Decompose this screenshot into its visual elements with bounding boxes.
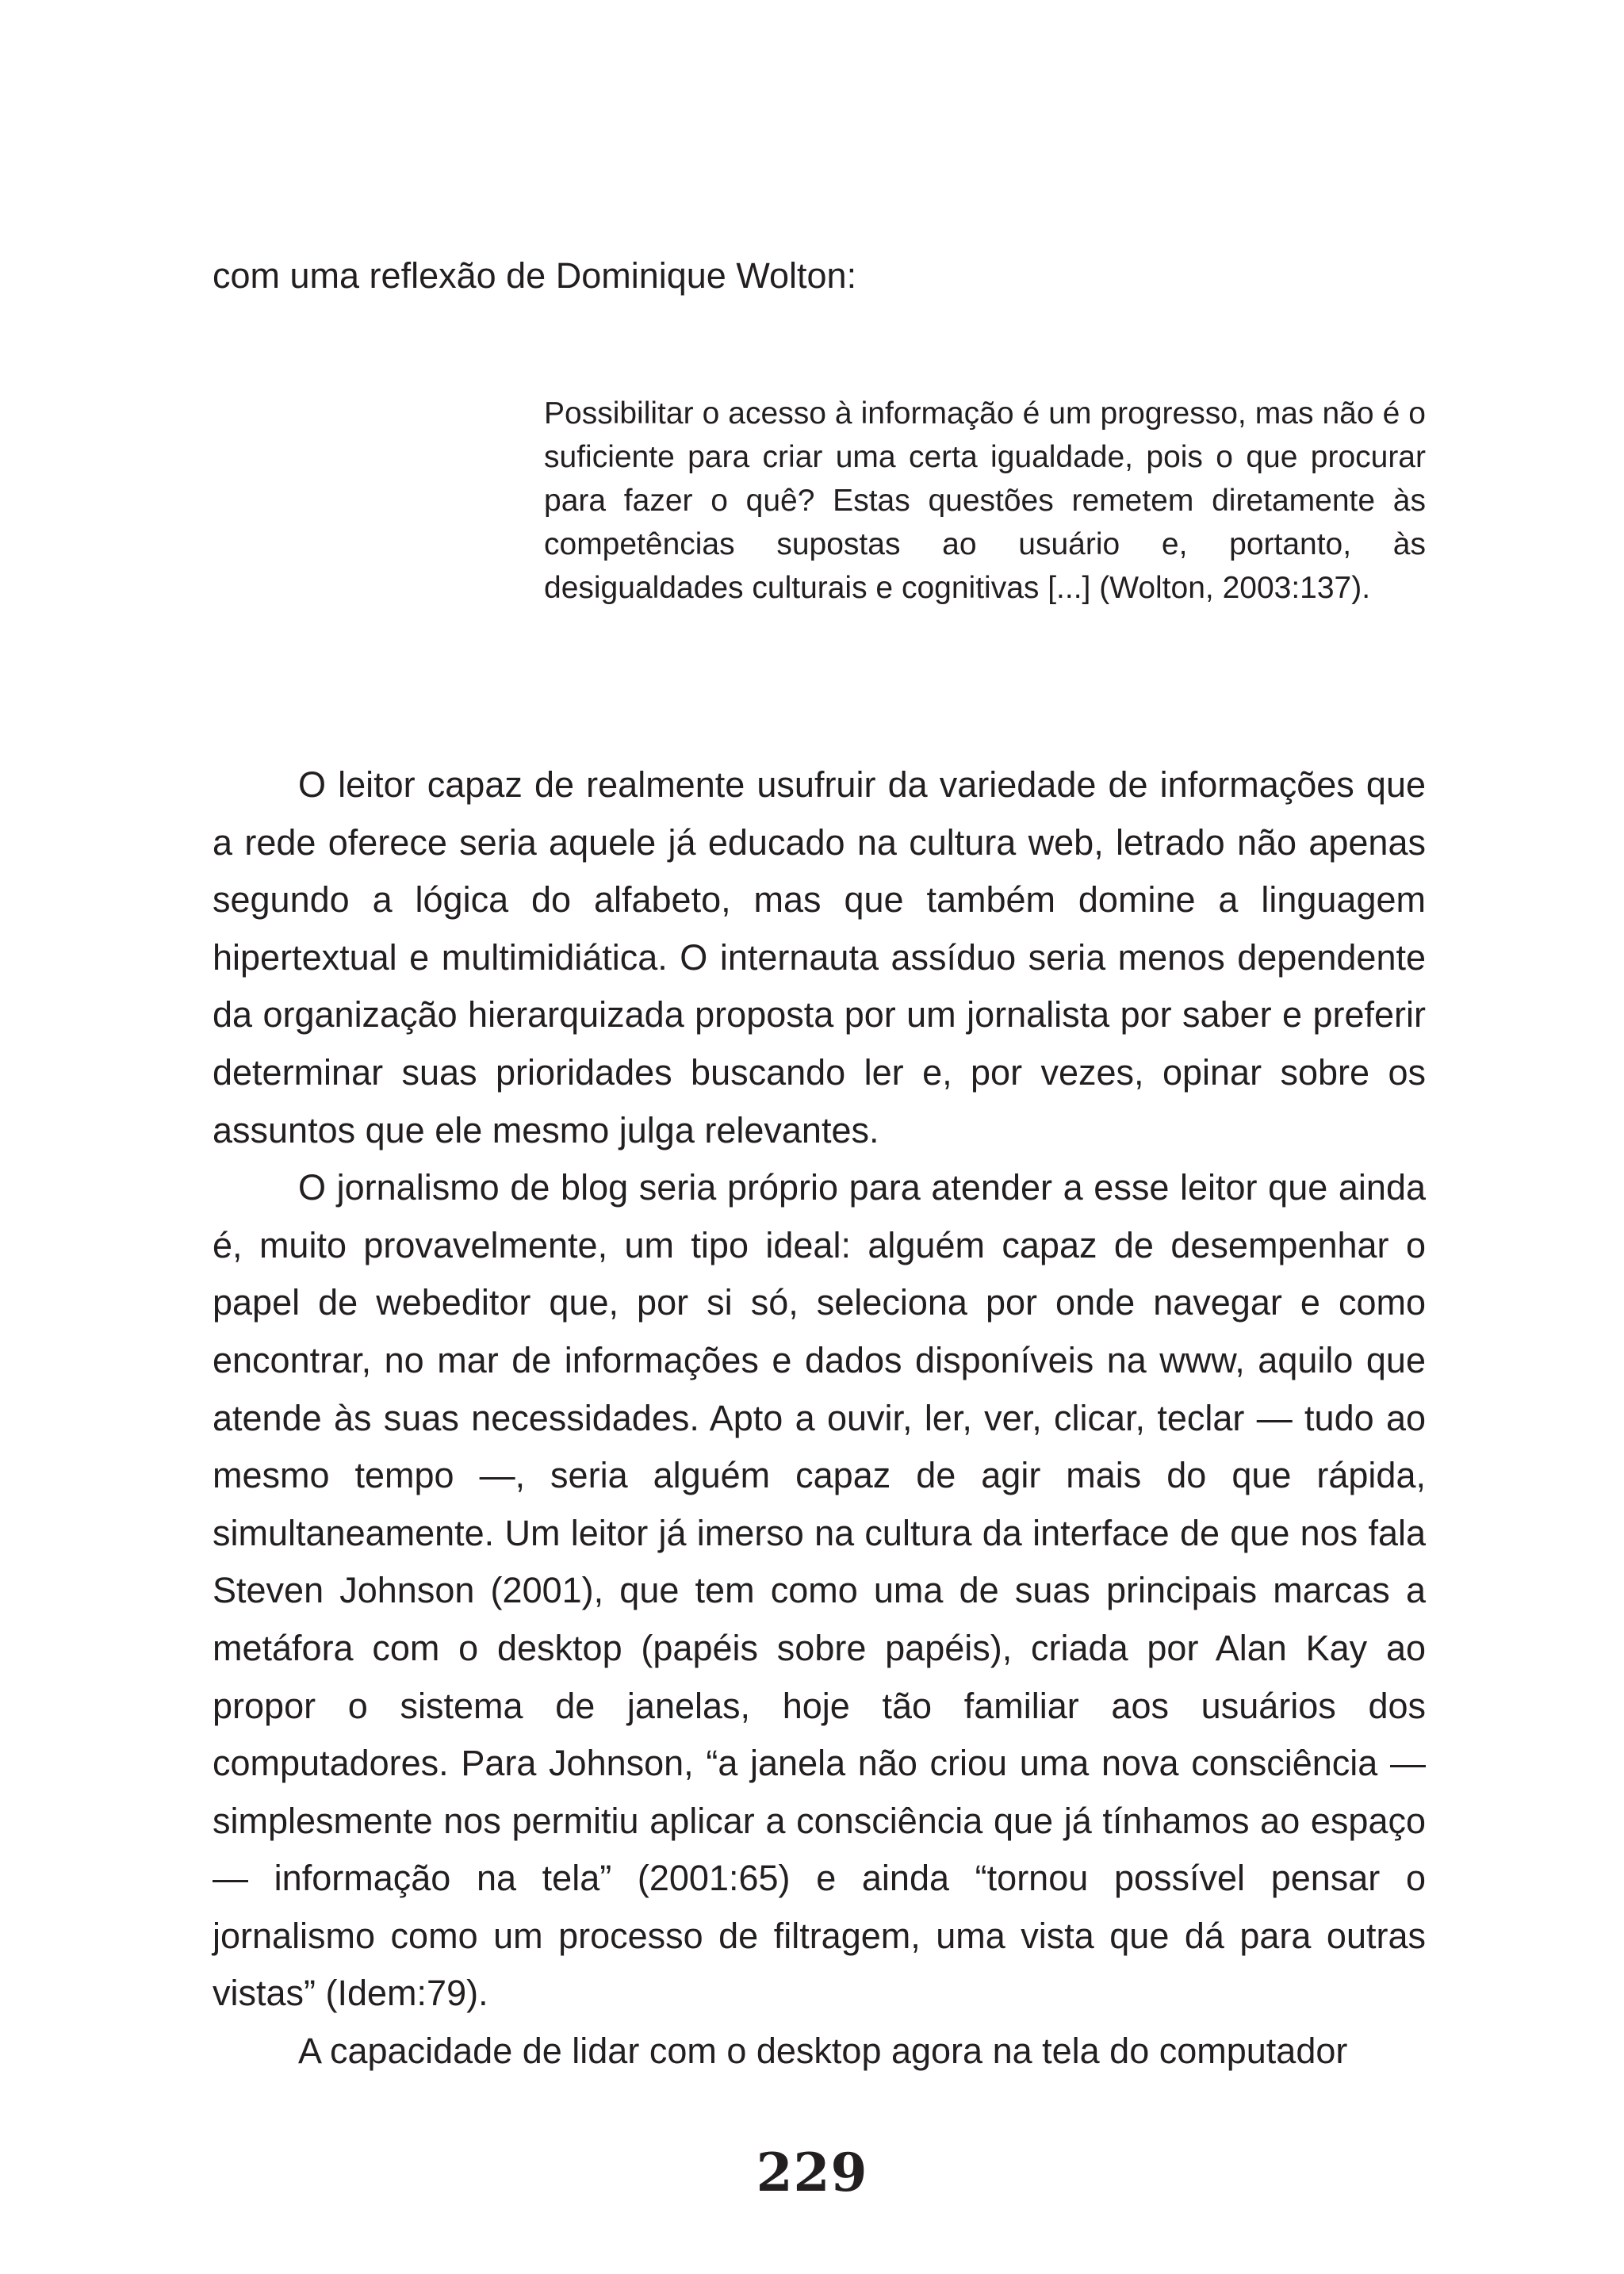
block-quote: Possibilitar o acesso à informação é um progresso, mas não é o suficiente para criar uma certa igualdade, pois o que procurar para fazer o quê? Estas questões remetem diretamente às competências supostas ao usuário e, portanto, às desigualdades culturais e cognitivas [...] (Wolton, 2003:137). <box>544 396 1426 605</box>
paragraph-2: O jornalismo de blog seria próprio para atender a esse leitor que ainda é, muito provavelmente, um tipo ideal: alguém capaz de desempenhar o papel de webeditor que, por si só, seleciona por onde navegar e como encontrar, no mar de informações e dados disponíveis na www, aquilo que atende às suas necessidades. Apto a ouvir, ler, ver, clicar, teclar — tudo ao mesmo tempo —, seria alguém capaz de agir mais do que rápida, simultaneamente. Um leitor já imerso na cultura da interface de que nos fala Steven Johnson (2001), que tem como uma de suas principais marcas a metáfora com o desktop (papéis sobre papéis), criada por Alan Kay ao propor o sistema de janelas, hoje tão familiar aos usuários dos computadores. Para Johnson, “a janela não criou uma nova consciência — simplesmente nos permitiu aplicar a consciência que já tínhamos ao espaço — informação na tela” (2001:65) e ainda “tornou possível pensar o jornalismo como um processo de filtragem, uma vista que dá para outras vistas” (Idem:79). <box>213 1167 1426 2014</box>
paragraph-1: O leitor capaz de realmente usufruir da variedade de informações que a rede oferece seria aquele já educado na cultura web, letrado não apenas segundo a lógica do alfabeto, mas que também domine a linguagem hipertextual e multimidiática. O internauta assíduo seria menos dependente da organização hierarquizada proposta por um jornalista por saber e preferir determinar suas prioridades buscando ler e, por vezes, opinar sobre os assuntos que ele mesmo julga relevantes. <box>213 764 1426 1150</box>
intro-line: com uma reflexão de Dominique Wolton: <box>213 255 857 296</box>
paragraph-3: A capacidade de lidar com o desktop agora na tela do computador <box>298 2031 1348 2072</box>
body-text <box>213 756 1426 2081</box>
page-number: 229 <box>756 2142 868 2203</box>
